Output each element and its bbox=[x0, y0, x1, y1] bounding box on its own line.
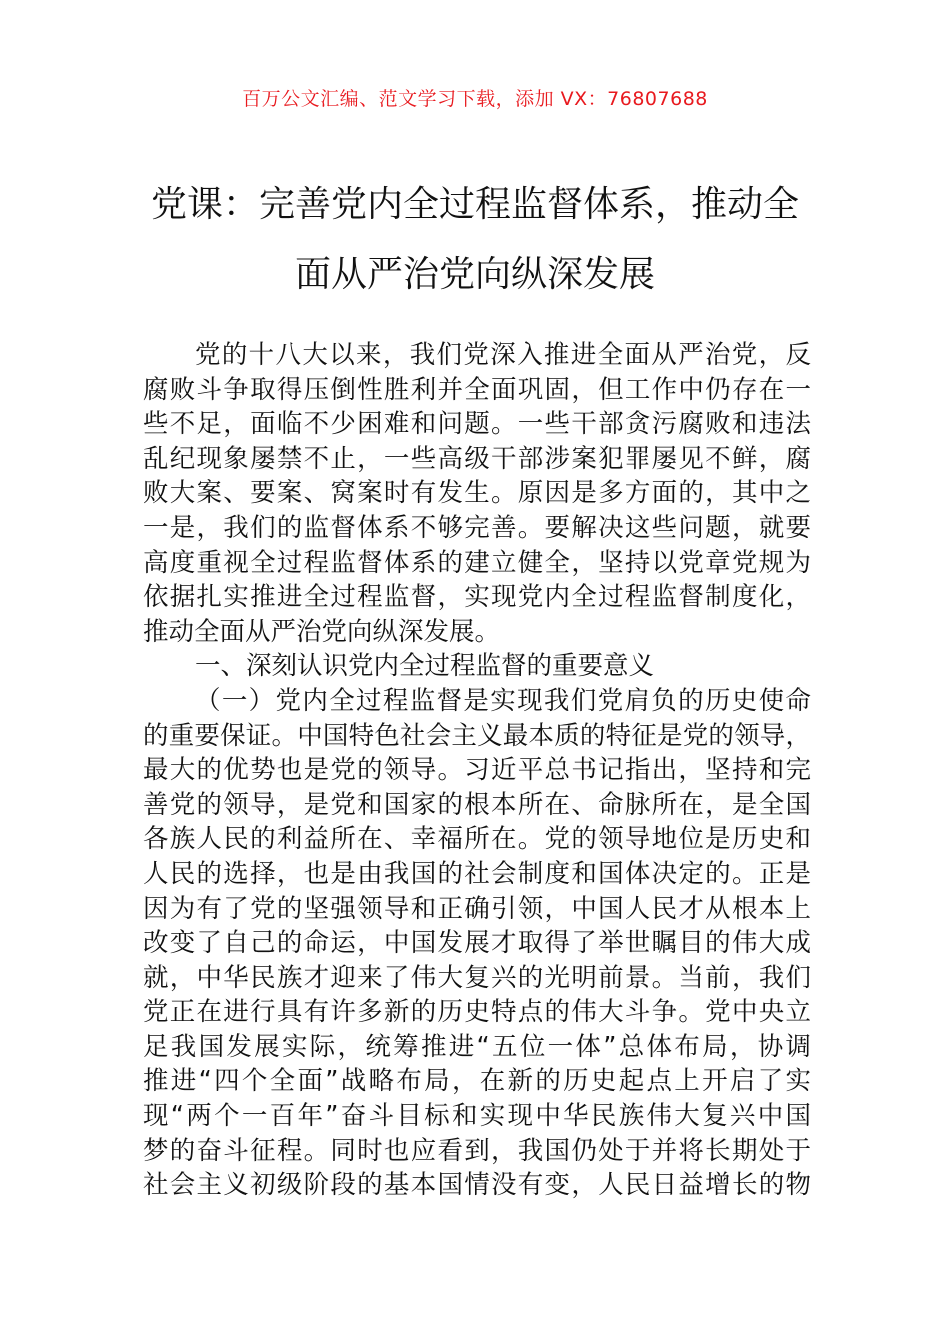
document-body bbox=[143, 338, 811, 1203]
text-line: 的重要保证。中国特色社会主义最本质的特征是党的领导， bbox=[143, 720, 811, 751]
text-line: 就，中华民族才迎来了伟大复兴的光明前景。当前，我们 bbox=[143, 962, 811, 993]
header-ad-note: 百万公文汇编、范文学习下载，添加 VX：76807688 bbox=[242, 88, 708, 110]
section-heading-1: 一、深刻认识党内全过程监督的重要意义 bbox=[195, 651, 655, 682]
text-line: 改变了自己的命运，中国发展才取得了举世瞩目的伟大成 bbox=[143, 928, 811, 959]
text-line: 最大的优势也是党的领导。习近平总书记指出，坚持和完 bbox=[143, 755, 811, 786]
text-line: 高度重视全过程监督体系的建立健全，坚持以党章党规为 bbox=[143, 547, 811, 578]
text-line: 推动全面从严治党向纵深发展。 bbox=[143, 616, 501, 647]
text-line: 梦的奋斗征程。同时也应看到，我国仍处于并将长期处于 bbox=[143, 1135, 811, 1166]
title-line-2: 面从严治党向纵深发展 bbox=[294, 254, 655, 295]
text-line: 因为有了党的坚强领导和正确引领，中国人民才从根本上 bbox=[143, 893, 811, 924]
paragraph-section-1-1 bbox=[143, 684, 811, 1203]
text-line: 乱纪现象屡禁不止，一些高级干部涉案犯罪屡见不鲜，腐 bbox=[143, 443, 811, 474]
text-line: 一是，我们的监督体系不够完善。要解决这些问题，就要 bbox=[143, 512, 811, 543]
text-line: 社会主义初级阶段的基本国情没有变，人民日益增长的物 bbox=[143, 1170, 811, 1201]
text-line: 足我国发展实际，统筹推进“五位一体”总体布局，协调 bbox=[143, 1031, 811, 1062]
text-line: 党正在进行具有许多新的历史特点的伟大斗争。党中央立 bbox=[143, 997, 811, 1028]
text-line: 善党的领导，是党和国家的根本所在、命脉所在，是全国 bbox=[143, 789, 811, 820]
text-line: 各族人民的利益所在、幸福所在。党的领导地位是历史和 bbox=[143, 824, 811, 855]
text-line: 依据扎实推进全过程监督，实现党内全过程监督制度化， bbox=[143, 582, 811, 613]
paragraph-intro bbox=[143, 338, 811, 649]
text-line: （一）党内全过程监督是实现我们党肩负的历史使命 bbox=[195, 685, 811, 716]
text-line: 党的十八大以来，我们党深入推进全面从严治党，反 bbox=[195, 340, 811, 370]
text-line: 败大案、要案、窝案时有发生。原因是多方面的，其中之 bbox=[143, 478, 811, 509]
text-line: 现“两个一百年”奋斗目标和实现中华民族伟大复兴中国 bbox=[143, 1101, 811, 1132]
text-line: 人民的选择，也是由我国的社会制度和国体决定的。正是 bbox=[143, 858, 811, 889]
text-line: 些不足，面临不少困难和问题。一些干部贪污腐败和违法 bbox=[143, 409, 811, 440]
text-line: 推进“四个全面”战略布局，在新的历史起点上开启了实 bbox=[143, 1066, 811, 1097]
title-line-1: 党课：完善党内全过程监督体系，推动全 bbox=[150, 184, 799, 225]
text-line: 腐败斗争取得压倒性胜利并全面巩固，但工作中仍存在一 bbox=[143, 374, 811, 405]
document-title bbox=[130, 170, 820, 310]
